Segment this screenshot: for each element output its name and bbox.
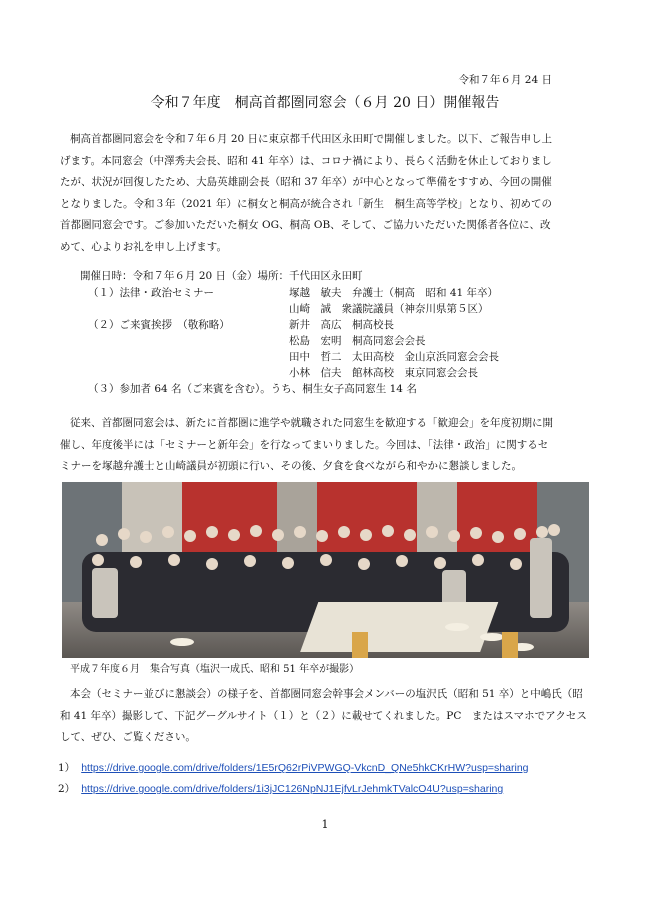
seminar-label: （１）法律・政治セミナー	[88, 287, 214, 299]
closing-line: して、ぜひ、ご覧ください。	[60, 731, 196, 743]
link-row-1	[58, 760, 529, 775]
participants-count: （３）参加者 64 名（ご来賓を含む）。うち、桐生女子高同窓生 14 名	[88, 383, 417, 395]
photo-caption: 平成７年度６月 集合写真（塩沢一成氏、昭和 51 年卒が撮影）	[70, 664, 360, 675]
seminar-speaker: 山崎 誠 衆議院議員（神奈川県第５区）	[289, 303, 489, 315]
group-photo-illustration	[62, 482, 589, 658]
link-number: 2）	[58, 783, 76, 795]
intro-line: 桐高首都圏同窓会を令和７年６月 20 日に東京都千代田区永田町で開催しました。以下、ご報告申し上	[70, 133, 553, 145]
guest-item: 松島 宏明 桐高同窓会会長	[289, 335, 426, 347]
intro-line: 首都圏同窓会です。ご参加いただいた桐女 OG、桐高 OB、そして、ご協力いただいた関係者各位に、改	[60, 219, 551, 231]
body-line: 催し、年度後半には「セミナーと新年会」を行なってまいりました。今回は、「法律・政治」に関するセ	[60, 438, 549, 451]
intro-paragraph	[60, 129, 596, 258]
closing-line: 和 41 年卒）撮影して、下記グーグルサイト（１）と（２）に載せてくれました。PC またはスマホでアクセス	[60, 709, 587, 722]
event-datetime-place: 開催日時：令和７年６月 20 日（金）場所：千代田区永田町	[80, 270, 363, 282]
page-number: 1	[321, 818, 329, 831]
seminar-speaker: 塚越 敏夫 弁護士（桐高 昭和 41 年卒）	[289, 287, 499, 299]
intro-line: めて、心よりお礼を申し上げます。	[60, 240, 227, 253]
greeting-label: （２）ご来賓挨拶 （敬称略）	[88, 319, 230, 331]
body-paragraph	[60, 413, 596, 478]
group-photo	[62, 482, 589, 658]
body-line: 従来、首都圏同窓会は、新たに首都圏に進学や就職された同窓生を歓迎する「歓迎会」を年度初期に開	[70, 417, 553, 429]
report-title: 令和７年度 桐高首都圏同窓会（６月 20 日）開催報告	[150, 95, 500, 111]
link-number: 1）	[58, 762, 76, 774]
closing-paragraph	[60, 684, 596, 749]
drive-link-2[interactable]: https://drive.google.com/drive/folders/1i3jJC126NpNJ1EjfvLrJehmkTValcO4U?usp=sharing	[81, 783, 504, 795]
report-date: 令和７年６月 24 日	[458, 74, 552, 86]
guest-item: 小林 信夫 館林高校 東京同窓会会長	[289, 367, 478, 379]
intro-line: となりました。令和３年（2021 年）に桐女と桐高が統合され「新生 桐生高等学校」となり、初めての	[60, 197, 553, 210]
link-row-2	[58, 781, 503, 796]
guest-item: 田中 哲二 太田高校 金山京浜同窓会会長	[289, 351, 499, 363]
closing-line: 本会（セミナー並びに懇談会）の様子を、首都圏同窓会幹事会メンバーの塩沢氏（昭和 51 卒）と中嶋氏（昭	[70, 688, 583, 700]
drive-link-1[interactable]: https://drive.google.com/drive/folders/1E5rQ62rPiVPWGQ-VkcnD_QNe5hkCKrHW?usp=sharing	[81, 762, 529, 774]
intro-line: げます。本同窓会（中澤秀夫会長、昭和 41 年卒）は、コロナ禍により、長らく活動を休止しておりまし	[60, 154, 552, 167]
guest-item: 新井 高広 桐高校長	[289, 319, 394, 331]
intro-line: たが、状況が回復したため、大島英雄副会長（昭和 37 年卒）が中心となって準備をすすめ、今回の開催	[60, 176, 552, 188]
body-line: ミナーを塚越弁護士と山崎議員が初頭に行い、その後、夕食を食べながら和やかに懇談しました。	[60, 460, 522, 472]
